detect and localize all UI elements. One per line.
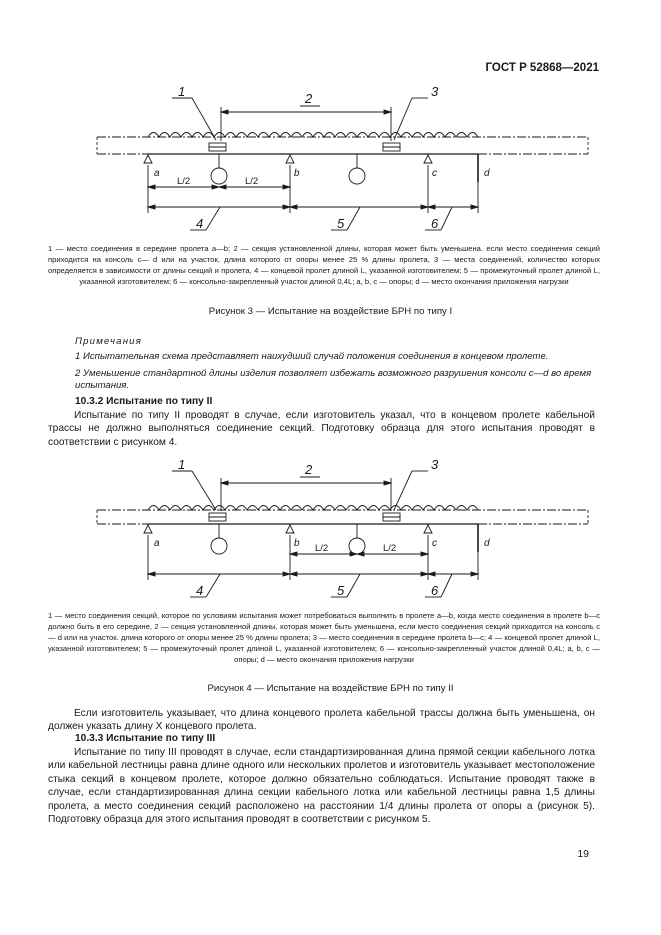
support-b: [286, 155, 294, 163]
section-10-3-3-text: Испытание по типу III проводят в случае, если стандартизированная длина прямой секции кабельного лотка или кабельной лестницы равна длине одного или нескольких пролетов и изготовитель указывает местоположение стыка секций в концевом пролете, которое должно обязательно соблюдаться. Испытание проводят также в случае, если стандартизированная длина секции кабельного лотка или кабельной лестницы равна 1,5 длины пролета, а место соединения секций расположено на расстоянии 1/4 длины пролета от опоры a (рисунок 5). Подготовку образца для этого испытания проводят в соответствии с рисунком 5.: [48, 747, 595, 826]
callout-1-leader: [192, 98, 216, 140]
callout-2: 2: [305, 462, 313, 477]
support-c: [424, 525, 432, 533]
weight-1: [211, 168, 227, 184]
callout-4-leader: [206, 574, 220, 597]
label-a: a: [154, 168, 160, 179]
callout-1: 1: [178, 85, 186, 99]
half-span-right: L/2: [383, 543, 397, 554]
distributed-load-arcs: [148, 133, 478, 138]
half-span-left: L/2: [177, 176, 191, 187]
callout-3: 3: [431, 85, 439, 99]
half-span-left: L/2: [315, 543, 329, 554]
callout-4-leader: [206, 207, 220, 230]
label-a: a: [154, 538, 160, 549]
callout-4: 4: [196, 216, 204, 231]
page-number: 19: [577, 848, 589, 860]
label-b: b: [294, 168, 300, 179]
section-10-3-3-heading: 10.3.3 Испытание по типу III: [75, 733, 216, 744]
figure-3-caption: Рисунок 3 — Испытание на воздействие БРН по типу I: [208, 306, 453, 317]
figure-4-diagram: [0, 458, 661, 608]
distributed-load-arcs: [148, 506, 478, 511]
callout-3: 3: [431, 458, 439, 472]
callout-6-leader: [441, 207, 452, 230]
support-b: [286, 525, 294, 533]
label-b: b: [294, 538, 300, 549]
figure-3-diagram: [0, 85, 661, 235]
callout-6: 6: [431, 583, 439, 598]
callout-2: 2: [305, 91, 313, 106]
weight-2: [349, 538, 365, 554]
callout-3-leader: [394, 471, 412, 510]
dim-2-arrow-left: [221, 110, 228, 114]
label-c: c: [432, 538, 437, 549]
paragraph-after-figure-4: Если изготовитель указывает, что длина концевого пролета кабельной трассы должна быть уменьшена, он должен указать длину X концевого пролета.: [48, 708, 595, 733]
weight-2: [349, 168, 365, 184]
callout-5: 5: [337, 583, 345, 598]
callout-5-leader: [347, 574, 360, 597]
figure-3-legend: 1 — место соединения в середине пролета a—b; 2 — секция установленной длины, которая может быть уменьшена. если место соединения секций приходится на консоль c— d или на участок, длина которого от опоры менее 25 % длины пролета, 3 — места соединений, количество которых определяется в зависимости от длины секций и пролета, 4 — концевой пролет длиной L, указанной изготовителем; 5 — промежуточный пролет длиной L, указанной изготовителем; 6 — консольно-закрепленный участок длиной 0,4L; a, b, c — опоры; d — место окончания приложения нагрузки: [48, 244, 600, 286]
figure-4-caption: Рисунок 4 — Испытание на воздействие БРН по типу II: [207, 683, 454, 694]
dim-2-arrow-right: [384, 110, 391, 114]
callout-6: 6: [431, 216, 439, 231]
note-1: 1 Испытательная схема представляет наихудший случай положения соединения в концевом пролете.: [75, 351, 549, 362]
label-d: d: [484, 168, 490, 179]
notes-title: Примечания: [75, 336, 143, 347]
callout-1: 1: [178, 458, 186, 472]
callout-4: 4: [196, 583, 204, 598]
support-a: [144, 525, 152, 533]
callout-6-leader: [441, 574, 452, 597]
section-10-3-2-heading: 10.3.2 Испытание по типу II: [75, 396, 213, 407]
label-d: d: [484, 538, 490, 549]
weight-1: [211, 538, 227, 554]
figure-4-legend: 1 — место соединения секций, которое по условиям испытания может потребоваться выполнить в пролете a—b, когда место соединения в пролете b—c должно быть в его середине, 2 — секция установленной длины, которая может быть уменьшена, если место соединения секций приходится на консоль c— d или на участок. длина которого от опоры менее 25 % длины пролета; 3 — место соединения в середине пролета b—c; 4 — концевой пролет длиной L, указанной изготовителем; 5 — промежуточный пролет длиной L, указанной изготовителем; 6 — консольно-закрепленный участок длиной 0,4L; a, b, c — опоры; d — место окончания приложения нагрузки: [48, 611, 600, 664]
section-10-3-2-text: Испытание по типу II проводят в случае, если изготовитель указал, что в концевом пролете кабельной трассы не должно выполняться соединение секций. Подготовку образца для этого испытания проводят в соответствии с рисунком 4.: [48, 410, 595, 448]
label-c: c: [432, 168, 437, 179]
note-2: 2 Уменьшение стандартной длины изделия позволяет избежать возможного разрушения консоли c—d во время испытания.: [75, 368, 592, 391]
document-header: ГОСТ Р 52868—2021: [485, 62, 599, 74]
callout-5-leader: [347, 207, 360, 230]
support-a: [144, 155, 152, 163]
half-span-right: L/2: [245, 176, 259, 187]
callout-1-leader: [192, 471, 216, 510]
support-c: [424, 155, 432, 163]
callout-5: 5: [337, 216, 345, 231]
